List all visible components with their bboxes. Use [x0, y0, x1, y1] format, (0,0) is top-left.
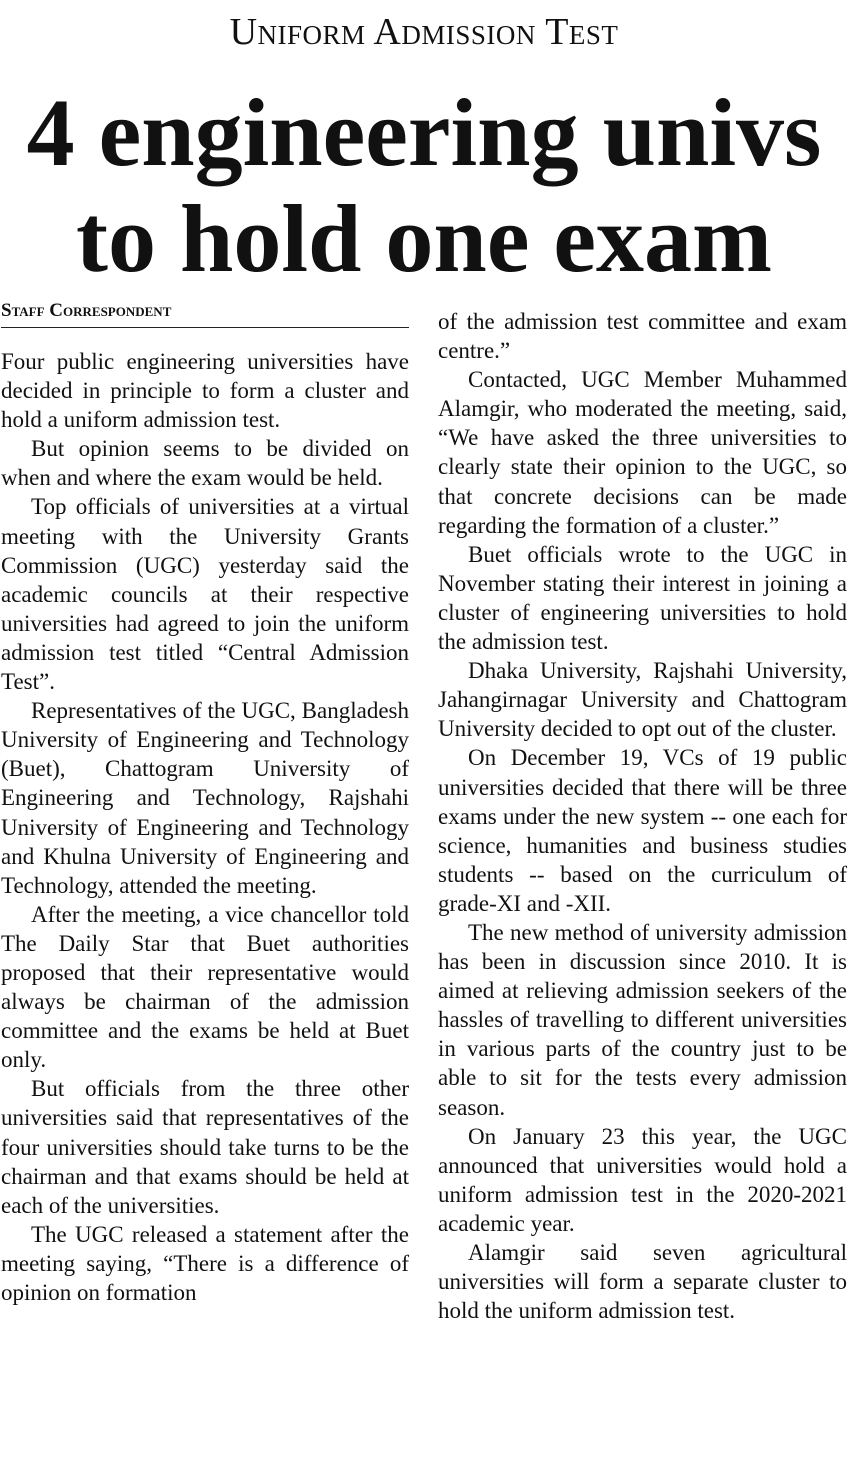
column-2	[438, 307, 847, 1325]
paragraph: The new method of university admission has been in discussion since 2010. It is aimed at relieving admission seekers of the hassles of travelling to different universities in various parts of the country just to be able to sit for the tests every admission season.	[438, 919, 847, 1120]
paragraph-continuation: of the admission test committee and exam centre.”	[438, 309, 847, 364]
paragraph: On December 19, VCs of 19 public universities decided that there will be three exams under the new system -- one each for science, humanities and business studies students -- based on the curriculum of grade-XI and -XII.	[438, 745, 847, 916]
paragraph: Contacted, UGC Member Muhammed Alamgir, who moderated the meeting, said, “We have asked the three universities to clearly state their opinion to the UGC, so that concrete decisions can be made regarding the formation of a cluster.”	[438, 367, 847, 538]
kicker: Uniform Admission Test	[229, 11, 619, 53]
paragraph: Dhaka University, Rajshahi University, Jahangirnagar University and Chattogram University decided to opt out of the cluster.	[438, 658, 847, 742]
paragraph: But opinion seems to be divided on when and where the exam would be held.	[1, 436, 409, 491]
paragraph: The UGC released a statement after the meeting saying, “There is a difference of opinion on formation	[1, 1221, 409, 1305]
paragraph: Top officials of universities at a virtual meeting with the University Grants Commission (UGC) yesterday said the academic councils at their respective universities had agreed to join the uniform admission test titled “Central Admission Test”.	[1, 494, 409, 695]
paragraph: Four public engineering universities have decided in principle to form a cluster and hold a uniform admission test.	[1, 349, 409, 433]
paragraph: Alamgir said seven agricultural universities will form a separate cluster to hold the uniform admission test.	[438, 1240, 847, 1324]
paragraph: Buet officials wrote to the UGC in November stating their interest in joining a cluster of engineering universities to hold the admission test.	[438, 541, 847, 655]
headline-line-1: 4 engineering univs	[26, 79, 822, 186]
paragraph: But officials from the three other universities said that representatives of the four universities should take turns to be the chairman and that exams should be held at each of the universities.	[1, 1076, 409, 1218]
paragraph: Representatives of the UGC, Bangladesh University of Engineering and Technology (Buet), Chattogram University of Engineering and Technology, Rajshahi University of Engineering and Technology and Khulna University of Engineering and Technology, attended the meeting.	[1, 698, 409, 898]
byline: Staff Correspondent	[1, 298, 409, 328]
column-1	[1, 347, 409, 1307]
headline	[0, 80, 848, 292]
headline-line-2: to hold one exam	[76, 185, 772, 292]
paragraph: On January 23 this year, the UGC announced that universities would hold a uniform admission test in the 2020-2021 academic year.	[438, 1123, 847, 1236]
paragraph: After the meeting, a vice chancellor told The Daily Star that Buet authorities proposed that their representative would always be chairman of the admission committee and the exams be held at Buet only.	[1, 901, 409, 1073]
